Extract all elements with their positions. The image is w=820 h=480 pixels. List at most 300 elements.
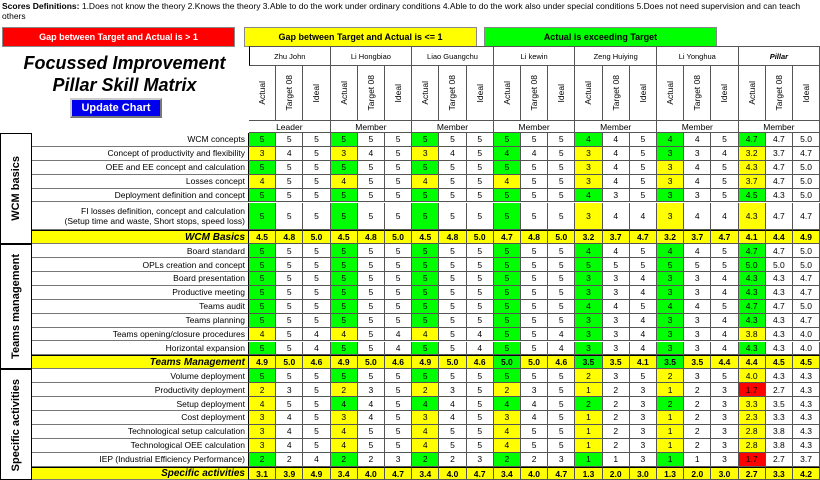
subcol-label: Actual	[746, 81, 757, 105]
score-cell: 3	[711, 425, 738, 439]
score-cell: 5	[303, 189, 330, 203]
person-name: Zeng Huiying	[575, 46, 657, 66]
score-cell: 5	[467, 286, 494, 300]
score-cell: 5	[412, 286, 439, 300]
score-cell: 5	[467, 272, 494, 286]
score-cell: 4.3	[793, 383, 820, 397]
score-cell: 5	[412, 133, 439, 147]
score-cell: 5	[467, 383, 494, 397]
score-cell: 5	[467, 133, 494, 147]
summary-cell: 3.5	[575, 355, 602, 369]
score-cell: 2	[684, 383, 711, 397]
score-cell: 3	[439, 383, 466, 397]
score-cell: 4.3	[766, 328, 793, 342]
score-cell: 1	[575, 383, 602, 397]
section-name: Teams management	[10, 254, 22, 360]
score-cell: 5	[494, 272, 521, 286]
person-role: Member	[657, 121, 739, 133]
score-cell: 3	[494, 411, 521, 425]
score-cell: 4.7	[793, 272, 820, 286]
score-cell: 5	[630, 258, 657, 272]
score-cell: 5	[276, 328, 303, 342]
score-cell: 3	[603, 189, 630, 203]
summary-cell: 4.7	[548, 467, 575, 480]
score-cell: 4	[385, 342, 412, 356]
score-cell: 5	[385, 286, 412, 300]
score-cell: 4	[711, 314, 738, 328]
score-cell: 5	[521, 314, 548, 328]
score-cell: 2	[331, 453, 358, 467]
skill-label: Concept of productivity and flexibility	[32, 147, 249, 161]
subcol-label: Actual	[257, 81, 268, 105]
score-cell: 4	[521, 397, 548, 411]
score-cell: 5	[439, 189, 466, 203]
score-cell: 4	[385, 328, 412, 342]
subcol-label: Actual	[665, 81, 676, 105]
summary-cell: 4.9	[249, 355, 276, 369]
score-cell: 4	[303, 453, 330, 467]
score-cell: 4	[276, 439, 303, 453]
score-cell: 4	[575, 189, 602, 203]
score-cell: 1	[657, 453, 684, 467]
subcol-header	[521, 66, 548, 121]
subcol-label: Ideal	[556, 83, 567, 103]
score-cell: 4	[521, 147, 548, 161]
score-cell: 4	[548, 342, 575, 356]
score-cell: 2	[684, 439, 711, 453]
score-cell: 2.7	[766, 453, 793, 467]
score-cell: 3	[603, 272, 630, 286]
score-cell: 5	[467, 300, 494, 314]
score-cell: 3.2	[739, 147, 766, 161]
page-title	[2, 52, 247, 130]
score-cell: 3	[575, 286, 602, 300]
score-cell: 5.0	[793, 175, 820, 189]
definitions-text: 1.Does not know the theory 2.Knows the theory 3.Able to do the work under ordinary conditions 4.Able to do the work also under special conditions 5.Does not need supervision and can teach others	[2, 1, 801, 21]
score-cell: 5	[276, 272, 303, 286]
score-cell: 5	[630, 244, 657, 258]
score-cell: 5	[385, 439, 412, 453]
summary-cell: 4.7	[630, 230, 657, 244]
score-cell: 5	[548, 314, 575, 328]
skill-label: Board standard	[32, 244, 249, 258]
score-cell: 5.0	[739, 258, 766, 272]
subcol-label: Ideal	[637, 83, 648, 103]
score-cell: 5	[711, 300, 738, 314]
score-cell: 3	[684, 272, 711, 286]
score-cell: 3	[249, 425, 276, 439]
score-cell: 5	[521, 369, 548, 383]
score-cell: 5	[331, 314, 358, 328]
score-cell: 4	[711, 342, 738, 356]
subcol-header	[793, 66, 820, 121]
score-cell: 3	[684, 189, 711, 203]
score-cell: 5	[249, 133, 276, 147]
subcol-label: Actual	[501, 81, 512, 105]
score-cell: 5	[494, 189, 521, 203]
score-cell: 5	[249, 258, 276, 272]
person-name: Li Hongbiao	[331, 46, 413, 66]
score-cell: 5	[521, 244, 548, 258]
score-cell: 3	[711, 439, 738, 453]
score-cell: 5	[439, 328, 466, 342]
score-cell: 5	[303, 133, 330, 147]
score-cell: 5	[467, 147, 494, 161]
score-cell: 2	[603, 397, 630, 411]
score-cell: 3	[630, 439, 657, 453]
score-cell: 5	[439, 439, 466, 453]
score-cell: 5	[385, 175, 412, 189]
score-cell: 4.5	[739, 189, 766, 203]
score-cell: 4.3	[793, 397, 820, 411]
skill-label	[32, 203, 249, 231]
section-name: Specific activities	[10, 378, 22, 472]
score-cell: 4.7	[766, 203, 793, 231]
score-cell: 4.3	[793, 439, 820, 453]
score-cell: 5	[303, 258, 330, 272]
summary-cell: 4.9	[793, 230, 820, 244]
score-cell: 4.7	[766, 175, 793, 189]
score-cell: 5	[467, 397, 494, 411]
score-cell: 3.8	[766, 439, 793, 453]
score-cell: 5	[331, 369, 358, 383]
score-cell: 3	[657, 314, 684, 328]
score-cell: 4	[684, 244, 711, 258]
score-cell: 5	[249, 286, 276, 300]
score-cell: 5	[385, 147, 412, 161]
score-cell: 4.7	[793, 147, 820, 161]
score-cell: 5	[521, 175, 548, 189]
person-role: Leader	[249, 121, 331, 133]
score-cell: 4	[412, 439, 439, 453]
score-cell: 4	[684, 203, 711, 231]
score-cell: 4	[684, 161, 711, 175]
score-cell: 5	[358, 286, 385, 300]
score-cell: 5	[439, 203, 466, 231]
score-cell: 3	[467, 453, 494, 467]
subcol-label: Actual	[338, 81, 349, 105]
skill-label: Technological OEE calculation	[32, 439, 249, 453]
summary-cell: 4.8	[521, 230, 548, 244]
score-cell: 4.3	[766, 272, 793, 286]
skill-label: OPLs creation and concept	[32, 258, 249, 272]
skill-label: Productive meeting	[32, 286, 249, 300]
score-cell: 5	[412, 314, 439, 328]
person-role: Member	[331, 121, 413, 133]
summary-cell: 4.6	[467, 355, 494, 369]
score-cell: 3	[657, 161, 684, 175]
score-cell: 2	[412, 383, 439, 397]
skill-label: Volume deployment	[32, 369, 249, 383]
person-role: Member	[494, 121, 576, 133]
score-cell: 5	[358, 328, 385, 342]
score-cell: 5	[467, 258, 494, 272]
score-cell: 2	[684, 397, 711, 411]
score-cell: 1	[657, 383, 684, 397]
score-cell: 5	[331, 203, 358, 231]
score-cell: 5	[385, 300, 412, 314]
score-cell: 5	[548, 203, 575, 231]
score-cell: 3	[657, 147, 684, 161]
score-cell: 5	[331, 258, 358, 272]
score-cell: 5	[276, 300, 303, 314]
score-cell: 5	[412, 161, 439, 175]
score-cell: 5	[521, 439, 548, 453]
score-cell: 5	[711, 369, 738, 383]
score-cell: 5	[439, 342, 466, 356]
score-cell: 4	[494, 425, 521, 439]
score-cell: 5	[249, 244, 276, 258]
score-cell: 4	[711, 272, 738, 286]
score-cell: 1	[575, 453, 602, 467]
score-cell: 4	[249, 175, 276, 189]
score-cell: 4	[684, 175, 711, 189]
update-chart-button[interactable]: Update Chart	[70, 98, 162, 118]
skill-label: Technological setup calculation	[32, 425, 249, 439]
summary-cell: 4.8	[439, 230, 466, 244]
score-cell: 4	[331, 328, 358, 342]
score-cell: 4	[711, 203, 738, 231]
skill-label: Teams planning	[32, 314, 249, 328]
score-cell: 2	[657, 397, 684, 411]
score-cell: 5	[467, 425, 494, 439]
subcol-header	[412, 66, 439, 121]
score-cell: 5	[358, 175, 385, 189]
score-cell: 5	[467, 411, 494, 425]
score-cell: 4.7	[739, 300, 766, 314]
score-cell: 3.3	[766, 411, 793, 425]
score-cell: 5	[467, 314, 494, 328]
score-cell: 3	[603, 314, 630, 328]
score-cell: 1.7	[739, 383, 766, 397]
score-cell: 3.5	[766, 397, 793, 411]
skill-label: Deployment definition and concept	[32, 189, 249, 203]
subcol-header	[739, 66, 766, 121]
score-cell: 5	[385, 189, 412, 203]
score-cell: 5	[548, 439, 575, 453]
score-cell: 2	[657, 369, 684, 383]
subcol-header	[439, 66, 466, 121]
score-cell: 5	[358, 272, 385, 286]
score-definitions	[2, 1, 802, 23]
score-cell: 5	[276, 397, 303, 411]
score-cell: 4.7	[739, 133, 766, 147]
score-cell: 3	[711, 453, 738, 467]
score-cell: 5	[358, 189, 385, 203]
score-cell: 3	[575, 203, 602, 231]
score-cell: 5	[385, 272, 412, 286]
score-cell: 4.3	[739, 342, 766, 356]
summary-cell: 4.8	[358, 230, 385, 244]
score-cell: 3	[412, 411, 439, 425]
score-cell: 5	[711, 258, 738, 272]
score-cell: 5	[303, 314, 330, 328]
score-cell: 1	[657, 411, 684, 425]
score-cell: 3	[575, 342, 602, 356]
score-cell: 5	[358, 300, 385, 314]
score-cell: 5	[303, 411, 330, 425]
score-cell: 3	[711, 397, 738, 411]
score-cell: 5	[331, 189, 358, 203]
score-cell: 4	[657, 300, 684, 314]
score-cell: 4	[630, 272, 657, 286]
subcol-header	[575, 66, 602, 121]
score-cell: 4.0	[739, 369, 766, 383]
score-cell: 5	[494, 286, 521, 300]
score-cell: 2	[603, 383, 630, 397]
score-cell: 5	[521, 425, 548, 439]
score-cell: 5	[711, 189, 738, 203]
score-cell: 5	[276, 161, 303, 175]
score-cell: 5	[331, 300, 358, 314]
subcol-label: Ideal	[801, 83, 812, 103]
score-cell: 5	[521, 189, 548, 203]
score-cell: 5	[711, 244, 738, 258]
score-cell: 3	[657, 286, 684, 300]
score-cell: 4	[494, 147, 521, 161]
score-cell: 4	[711, 147, 738, 161]
score-cell: 5	[303, 203, 330, 231]
score-cell: 3	[657, 328, 684, 342]
summary-cell: 4.7	[385, 467, 412, 480]
summary-cell: 2.0	[684, 467, 711, 480]
score-cell: 3	[412, 147, 439, 161]
score-cell: 3	[630, 453, 657, 467]
summary-cell: 3.4	[331, 467, 358, 480]
skill-label: WCM concepts	[32, 133, 249, 147]
score-cell: 5	[358, 425, 385, 439]
score-cell: 3	[711, 411, 738, 425]
summary-cell: 5.0	[494, 355, 521, 369]
summary-cell: 5.0	[548, 230, 575, 244]
score-cell: 2	[521, 453, 548, 467]
score-cell: 4	[494, 439, 521, 453]
subcol-header	[657, 66, 684, 121]
score-cell: 3	[630, 425, 657, 439]
score-cell: 4	[630, 328, 657, 342]
subcol-header	[276, 66, 303, 121]
subcol-header	[711, 66, 738, 121]
score-cell: 5	[521, 272, 548, 286]
score-cell: 3.7	[766, 147, 793, 161]
summary-cell: 4.0	[521, 467, 548, 480]
score-cell: 5	[439, 272, 466, 286]
score-cell: 5	[385, 314, 412, 328]
score-cell: 5	[439, 286, 466, 300]
score-cell: 4.7	[766, 244, 793, 258]
score-cell: 5	[711, 133, 738, 147]
score-cell: 3	[575, 314, 602, 328]
score-cell: 3	[358, 383, 385, 397]
score-cell: 5	[494, 342, 521, 356]
score-cell: 2	[249, 383, 276, 397]
score-cell: 5	[385, 397, 412, 411]
score-cell: 3	[249, 147, 276, 161]
skill-label-line: (Setup time and waste, Short stops, speed loss)	[64, 215, 245, 226]
score-cell: 3	[657, 272, 684, 286]
score-cell: 2.8	[739, 425, 766, 439]
score-cell: 4	[630, 342, 657, 356]
score-cell: 5	[385, 369, 412, 383]
subcol-header	[603, 66, 630, 121]
person-role: Member	[739, 121, 820, 133]
score-cell: 4	[575, 133, 602, 147]
score-cell: 4	[412, 425, 439, 439]
score-cell: 4.0	[793, 342, 820, 356]
score-cell: 5	[548, 286, 575, 300]
summary-cell: 4.5	[766, 355, 793, 369]
score-cell: 5	[603, 258, 630, 272]
score-cell: 5	[684, 258, 711, 272]
score-cell: 3	[684, 328, 711, 342]
score-cell: 5.0	[793, 244, 820, 258]
score-cell: 5	[276, 203, 303, 231]
score-cell: 5	[276, 314, 303, 328]
score-cell: 5	[412, 369, 439, 383]
summary-cell: 3.9	[276, 467, 303, 480]
summary-cell: 4.1	[739, 230, 766, 244]
skill-label: Cost deployment	[32, 411, 249, 425]
score-cell: 5	[548, 272, 575, 286]
score-cell: 5	[467, 244, 494, 258]
summary-cell: 5.0	[303, 230, 330, 244]
score-cell: 5.0	[793, 258, 820, 272]
score-cell: 3	[657, 203, 684, 231]
score-cell: 4	[711, 328, 738, 342]
subcol-label: Target 08	[284, 75, 295, 111]
summary-cell: 4.7	[711, 230, 738, 244]
score-cell: 4	[575, 244, 602, 258]
summary-cell: 4.4	[739, 355, 766, 369]
section-name: WCM basics	[10, 156, 22, 221]
score-cell: 5	[439, 133, 466, 147]
score-cell: 5	[439, 369, 466, 383]
score-cell: 5	[521, 286, 548, 300]
score-cell: 5	[303, 439, 330, 453]
score-cell: 5	[331, 272, 358, 286]
score-cell: 1	[575, 425, 602, 439]
score-cell: 2	[439, 453, 466, 467]
score-cell: 3	[575, 175, 602, 189]
score-cell: 4	[494, 397, 521, 411]
score-cell: 4	[603, 244, 630, 258]
score-cell: 5	[385, 411, 412, 425]
score-cell: 4.3	[766, 189, 793, 203]
score-cell: 5	[630, 133, 657, 147]
score-cell: 5	[494, 258, 521, 272]
score-cell: 5	[439, 425, 466, 439]
score-cell: 5	[331, 161, 358, 175]
score-cell: 5	[630, 147, 657, 161]
score-cell: 3	[575, 161, 602, 175]
score-cell: 5	[303, 147, 330, 161]
score-cell: 4.7	[739, 244, 766, 258]
section-label	[0, 133, 32, 244]
summary-cell: 3.4	[412, 467, 439, 480]
summary-cell: 4.9	[331, 355, 358, 369]
skill-label: Losses concept	[32, 175, 249, 189]
score-cell: 4	[249, 397, 276, 411]
score-cell: 5	[249, 272, 276, 286]
legend-yellow: Gap between Target and Actual is <= 1	[244, 27, 477, 47]
summary-cell: 3.7	[684, 230, 711, 244]
summary-label: Teams Management	[32, 355, 249, 369]
subcol-header	[467, 66, 494, 121]
subcol-header	[494, 66, 521, 121]
score-cell: 3	[548, 453, 575, 467]
score-cell: 3	[331, 411, 358, 425]
score-cell: 3	[630, 383, 657, 397]
